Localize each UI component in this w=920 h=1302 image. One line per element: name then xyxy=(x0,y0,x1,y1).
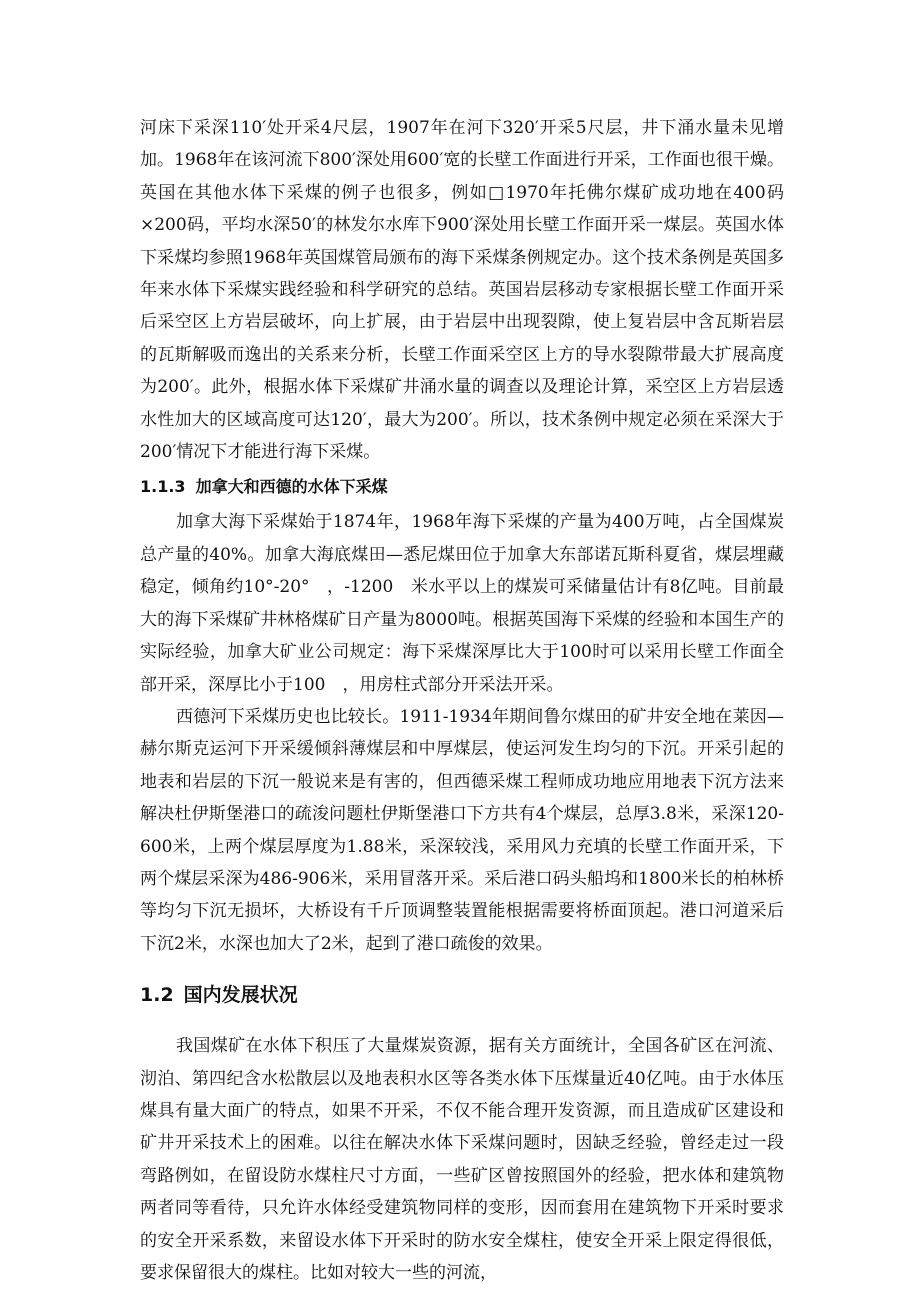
paragraph-canada-undersea-mining: 加拿大海下采煤始于1874年，1968年海下采煤的产量为400万吨，占全国煤炭总产量的40%。加拿大海底煤田—悉尼煤田位于加拿大东部诺瓦斯科夏省，煤层埋藏稳定，倾角约10°-20° ，-1200 米水平以上的煤炭可采储量估计有8亿吨。目前最大的海下采煤矿井林格煤矿日产量为8000吨。根据英国海下采煤的经验和本国生产的实际经验，加拿大矿业公司规定：海下采煤深厚比大于100时可以采用长壁工作面全部开采，深厚比小于100 ，用房柱式部分开采法开采。 xyxy=(140,512,784,695)
paragraph-domestic-status: 我国煤矿在水体下积压了大量煤炭资源，据有关方面统计，全国各矿区在河流、沏泊、第四纪含水松散层以及地表积水区等各类水体下压煤量近40亿吨。由于水体压煤具有量大面广的特点，如果不开采，不仅不能合理开发资源，而且造成矿区建设和矿井开采技术上的困难。以往在解决水体下采煤问题时，因缺乏经验，曾经走过一段弯路例如，在留设防水煤柱尺寸方面，一些矿区曾按照国外的经验，把水体和建筑物两者同等看待，只允许水体经受建筑物同样的变形，因而套用在建筑物下开采时要求的安全开采系数，来留设水体下开采时的防水安全煤柱，使安全开采上限定得很低，要求保留很大的煤柱。比如对较大一些的河流， xyxy=(140,1036,784,1283)
section-number: 1.2 xyxy=(140,984,174,1007)
section-title: 国内发展状况 xyxy=(183,984,298,1007)
section-heading-1-1-3 xyxy=(140,472,784,502)
paragraph-uk-undersea-mining: 河床下采深110′处开采4尺层，1907年在河下320′开采5尺层，井下涌水量未见增加。1968年在该河流下800′深处用600′宽的长壁工作面进行开采，工作面也很干燥。英国在其他水体下采煤的例子也很多，例如□1970年托佛尔煤矿成功地在400码×200码，平均水深50′的林发尔水库下900′深处用长壁工作面开采一煤层。英国水体下采煤均参照1968年英国煤管局颁布的海下采煤条例规定办。这个技术条例是英国多年来水体下采煤实践经验和科学研究的总结。英国岩层移动专家根据长壁工作面开采后采空区上方岩层破坏，向上扩展，由于岩层中出现裂隙，使上复岩层中含瓦斯岩层的瓦斯解吸而逸出的关系来分析，长壁工作面采空区上方的导水裂隙带最大扩展高度为200′。此外，根据水体下采煤矿井涌水量的调查以及理论计算，采空区上方岩层透水性加大的区域高度可达120′，最大为200′。所以，技术条例中规定必须在采深大于200′情况下才能进行海下采煤。 xyxy=(140,118,784,463)
section-heading-1-2 xyxy=(140,980,784,1010)
section-title: 加拿大和西德的水体下采煤 xyxy=(195,477,388,497)
page-content xyxy=(140,112,784,1289)
paragraph-west-germany-mining: 西德河下采煤历史也比较长。1911-1934年期间鲁尔煤田的矿井安全地在莱因— 赫尔斯克运河下开采缓倾斜薄煤层和中厚煤层，使运河发生均匀的下沉。开采引起的地表和岩层的下沉一般说来是有害的，但西德采煤工程师成功地应用地表下沉方法来解决杜伊斯堡港口的疏浚问题杜伊斯堡港口下方共有4个煤层，总厚3.8米，采深120-600米，上两个煤层厚度为1.88米，采深较浅，采用风力充填的长壁工作面开采，下两个煤层采深为486-906米，采用冒落开采。采后港口码头船坞和1800米长的柏林桥等均匀下沉无损坏，大桥设有千斤顶调整装置能根据需要将桥面顶起。港口河道采后下沉2米，水深也加大了2米，起到了港口疏俊的效果。 xyxy=(140,706,784,954)
section-number: 1.1.3 xyxy=(140,477,186,497)
